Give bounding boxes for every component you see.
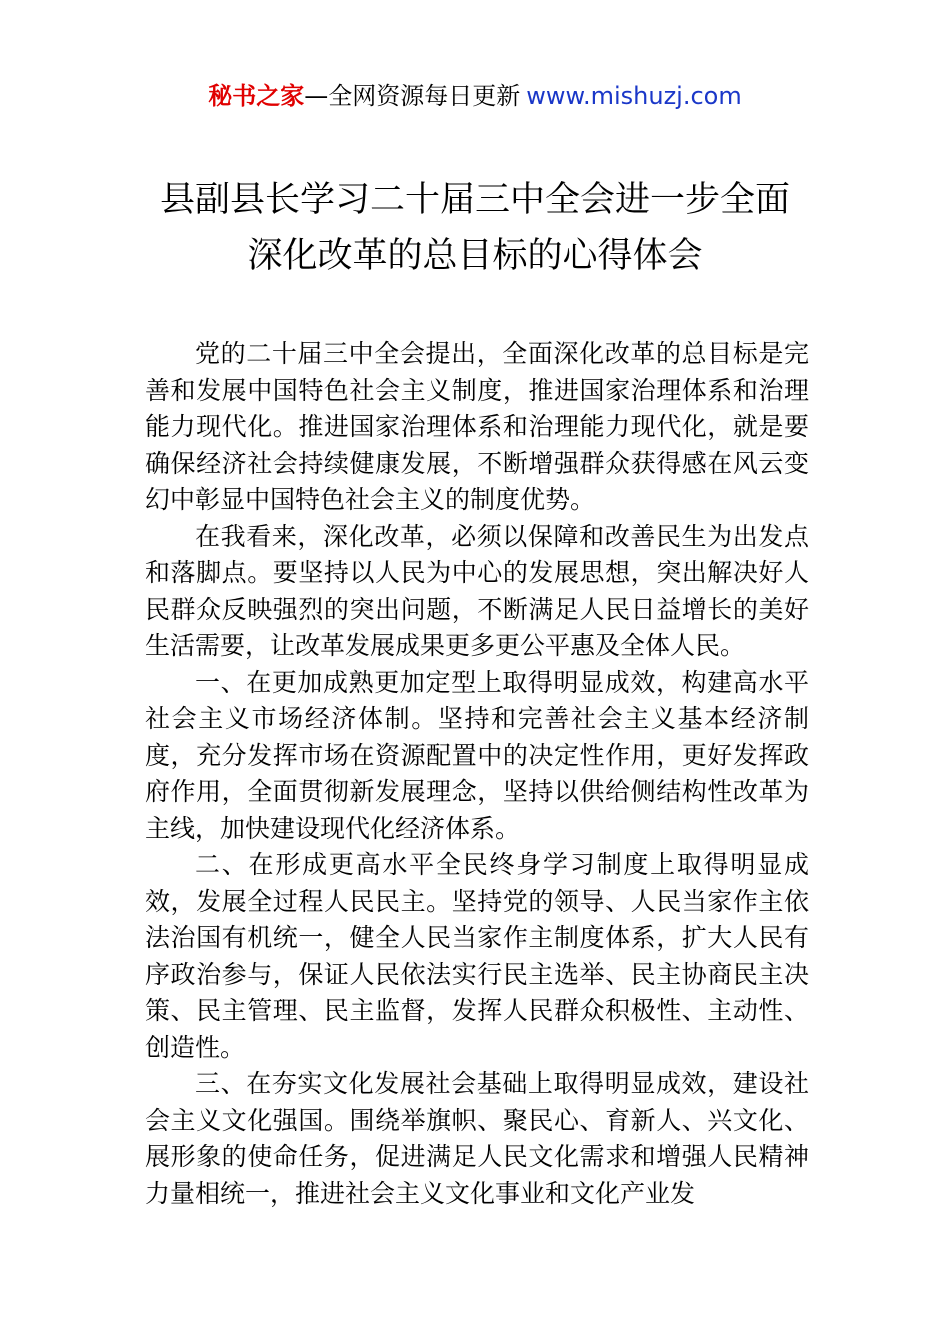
- paragraph-4: 二、在形成更高水平全民终身学习制度上取得明显成效，发展全过程人民民主。坚持党的领导、人民当家作主依法治国有机统一，健全人民当家作主制度体系，扩大人民有序政治参与，保证人民依法实行民主选举、民主协商民主决策、民主管理、民主监督，发挥人民群众积极性、主动性、创造性。: [145, 850, 809, 1062]
- paragraph-2: 在我看来，深化改革，必须以保障和改善民生为出发点和落脚点。要坚持以人民为中心的发展思想，突出解决好人民群众反映强烈的突出问题，不断满足人民日益增长的美好生活需要，让改革发展成果更多更公平惠及全体人民。: [145, 521, 809, 660]
- paragraph-1: 党的二十届三中全会提出，全面深化改革的总目标是完善和发展中国特色社会主义制度，推进国家治理体系和治理能力现代化。推进国家治理体系和治理能力现代化，就是要确保经济社会持续健康发展，不断增强群众获得感在风云变幻中彰显中国特色社会主义的制度优势。: [145, 339, 809, 514]
- paragraph-5: 三、在夯实文化发展社会基础上取得明显成效，建设社会主义文化强国。围绕举旗帜、聚民心、育新人、兴文化、展形象的使命任务，促进满足人民文化需求和增强人民精神力量相统一，推进社会主义文化事业和文化产业发: [145, 1069, 809, 1208]
- document-title: [100, 172, 850, 284]
- paragraph-3: 一、在更加成熟更加定型上取得明显成效，构建高水平社会主义市场经济体制。坚持和完善社会主义基本经济制度，充分发挥市场在资源配置中的决定性作用，更好发挥政府作用，全面贯彻新发展理念，坚持以供给侧结构性改革为主线，加快建设现代化经济体系。: [145, 667, 809, 843]
- brand-name: 秘书之家: [208, 82, 305, 110]
- header-tagline: —全网资源每日更新: [304, 82, 521, 110]
- site-header: [0, 80, 950, 112]
- site-url-link[interactable]: www.mishuzj.com: [526, 82, 742, 110]
- title-line-1: 县副县长学习二十届三中全会进一步全面: [159, 180, 790, 220]
- title-line-2: 深化改革的总目标的心得体会: [247, 236, 703, 276]
- document-body: [145, 336, 809, 1212]
